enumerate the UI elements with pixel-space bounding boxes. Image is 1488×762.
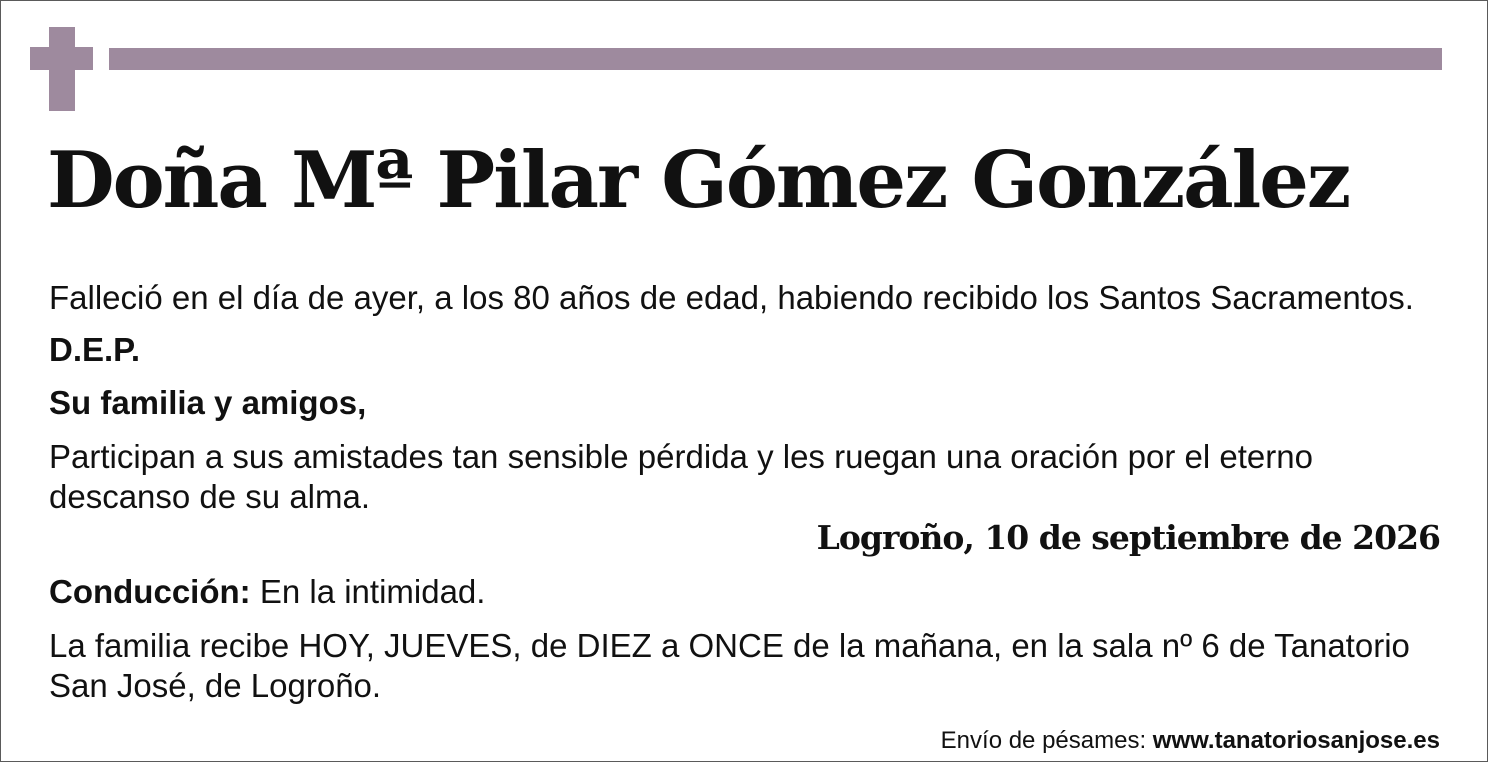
deceased-name: Doña Mª Pilar Gómez González	[47, 135, 1350, 226]
cross-horizontal-bar	[30, 47, 93, 70]
family-message: Participan a sus amistades tan sensible pérdida y les ruegan una oración por el eterno descanso de su alma.	[49, 438, 1313, 515]
header-rule	[109, 48, 1442, 70]
conduction-label: Conducción:	[49, 573, 251, 610]
reception-details: La familia recibe HOY, JUEVES, de DIEZ a ONCE de la mañana, en la sala nº 6 de Tanatorio San José, de Logroño.	[49, 627, 1410, 704]
death-announcement: Falleció en el día de ayer, a los 80 años de edad, habiendo recibido los Santos Sacramentos.	[49, 279, 1414, 316]
conduction-text: En la intimidad.	[250, 573, 486, 610]
family-heading: Su familia y amigos,	[49, 384, 367, 421]
website-link[interactable]: www.tanatoriosanjose.es	[1152, 727, 1440, 754]
dep-label: D.E.P.	[49, 331, 141, 368]
condolences-footer	[941, 726, 1440, 756]
conduction-line	[49, 572, 485, 612]
place-date: Logroño, 10 de septiembre de 2026	[816, 518, 1440, 557]
condolences-label: Envío de pésames:	[940, 727, 1153, 754]
